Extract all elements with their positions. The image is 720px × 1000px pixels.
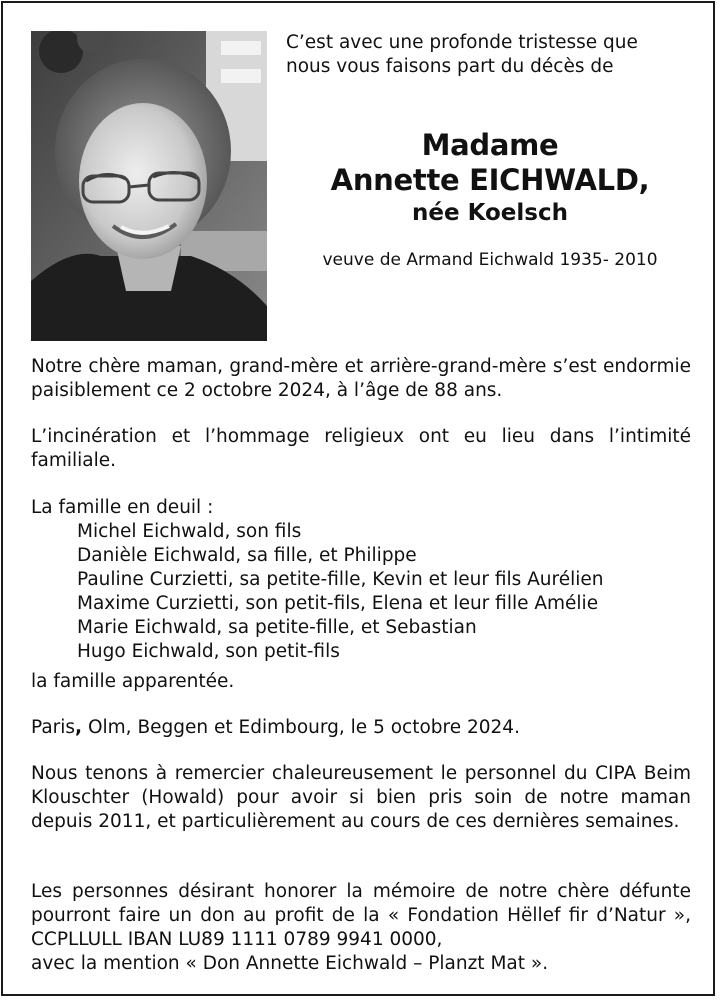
donation-text: Les personnes désirant honorer la mémoire de notre chère défunte pourront faire un don au profit de la « Fondation Hëllef fir d’Natur », CCPLLULL IBAN LU89 1111 0789 9941 0000,	[31, 881, 691, 950]
list-item: Maxime Curzietti, son petit-fils, Elena et leur fille Amélie	[77, 593, 599, 614]
intro-line-2: nous vous faisons part du décès de	[286, 56, 614, 77]
widow-of-text: veuve de Armand Eichwald 1935- 2010	[322, 250, 658, 270]
intro-line-1: C’est avec une profonde tristesse que	[286, 32, 638, 53]
list-item: Michel Eichwald, son fils	[77, 521, 302, 542]
family-members-list	[77, 520, 604, 664]
place-rest: Olm, Beggen et Edimbourg, le 5 octobre 2024.	[82, 717, 520, 738]
family-tail: la famille apparentée.	[31, 671, 235, 692]
donation-paragraph	[31, 880, 691, 976]
ceremony-paragraph: L’incinération et l’hommage religieux ont eu lieu dans l’intimité familiale.	[31, 426, 691, 471]
list-item: Hugo Eichwald, son petit-fils	[77, 641, 340, 662]
portrait-image-icon	[31, 31, 267, 341]
list-item: Marie Eichwald, sa petite-fille, et Sebastian	[77, 617, 477, 638]
deceased-name: Annette EICHWALD,	[330, 163, 650, 197]
list-item: Pauline Curzietti, sa petite-fille, Kevin et leur fils Aurélien	[77, 569, 604, 590]
deceased-name-block	[290, 128, 690, 229]
place-first: Paris	[31, 717, 76, 738]
family-heading: La famille en deuil :	[31, 497, 214, 518]
thanks-paragraph: Nous tenons à remercier chaleureusement le personnel du CIPA Beim Klouschter (Howald) pour avoir si bien pris soin de notre maman depuis 2011, et particulièrement au cours de ces dernières semaines.	[31, 763, 691, 832]
deceased-maiden-name: née Koelsch	[412, 200, 568, 226]
place-and-date	[31, 716, 520, 740]
intro-text	[286, 31, 706, 79]
list-item: Danièle Eichwald, sa fille, et Philippe	[77, 545, 417, 566]
death-notice-paragraph: Notre chère maman, grand-mère et arrière-grand-mère s’est endormie paisiblement ce 2 octobre 2024, à l’âge de 88 ans.	[31, 356, 691, 401]
portrait-photo	[31, 31, 267, 341]
donation-last-line: avec la mention « Don Annette Eichwald – Planzt Mat ».	[31, 953, 549, 974]
place-comma: ,	[75, 717, 83, 738]
deceased-title: Madame	[421, 128, 559, 162]
